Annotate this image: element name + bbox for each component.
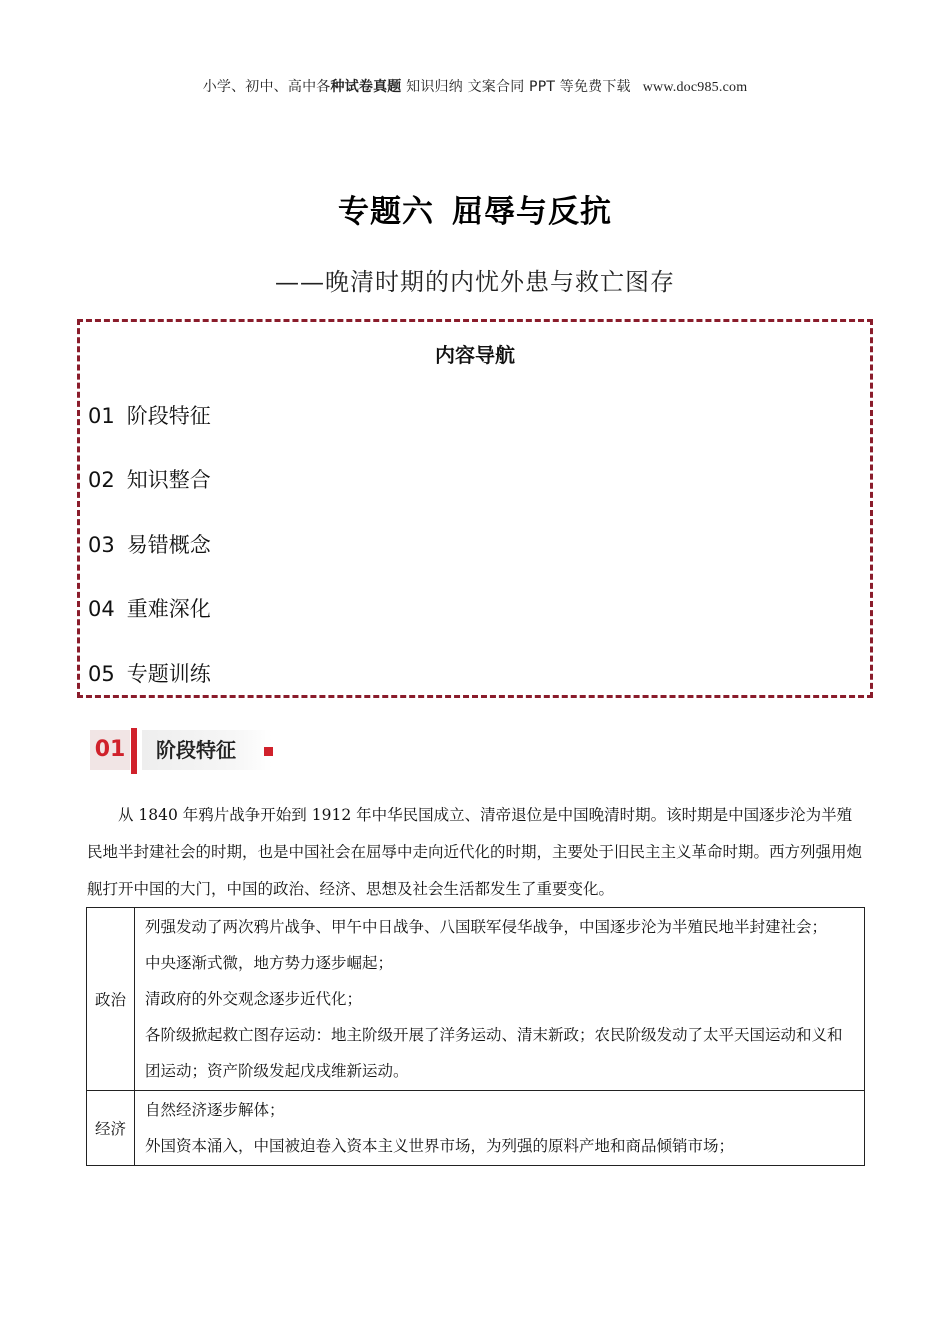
header-text-4: 文案合同 PPT 等免费下载 — [467, 79, 631, 95]
nav-item-label: 易错概念 — [126, 533, 211, 557]
nav-item-topic-training[interactable] — [88, 658, 211, 688]
nav-item-label: 重难深化 — [126, 597, 211, 621]
table-row — [87, 908, 865, 1091]
document-subtitle: ——晚清时期的内忧外患与救亡图存 — [275, 268, 675, 296]
header-text-2: 种试卷真题 — [330, 79, 402, 95]
nav-item-number: 02 — [88, 468, 115, 492]
nav-item-number: 03 — [88, 533, 115, 557]
title-topic-number: 专题六 — [338, 194, 434, 230]
section-label: 阶段特征 — [142, 730, 272, 770]
table-category-economy: 经济 — [87, 1091, 135, 1166]
nav-item-number: 01 — [88, 404, 115, 428]
table-line: 中央逐渐式微，地方势力逐步崛起； — [145, 954, 394, 972]
table-line: 列强发动了两次鸦片战争、甲午中日战争、八国联军侵华战争，中国逐步沦为半殖民地半封建社会； — [145, 918, 828, 936]
table-line: 各阶级掀起救亡图存运动：地主阶级开展了洋务运动、清末新政；农民阶级发动了太平天国运动和义和团运动；资产阶级发起戊戌维新运动。 — [145, 1026, 843, 1080]
intro-paragraph: 从 1840 年鸦片战争开始到 1912 年中华民国成立、清帝退位是中国晚清时期。该时期是中国逐步沦为半殖民地半封建社会的时期，也是中国社会在屈辱中走向近代化的时期，主要处于旧民主主义革命时期。西方列强用炮舰打开中国的大门，中国的政治、经济、思想及社会生活都发生了重要变化。 — [87, 806, 863, 898]
nav-item-knowledge-integration[interactable] — [88, 464, 211, 494]
table-line: 清政府的外交观念逐步近代化； — [145, 990, 363, 1008]
section-heading-stage-features — [90, 728, 275, 774]
header-url-link[interactable]: www.doc985.com — [642, 80, 748, 95]
site-header — [0, 76, 950, 96]
table-line: 自然经济逐步解体； — [145, 1101, 285, 1119]
nav-item-label: 阶段特征 — [126, 404, 211, 428]
content-navigation-box — [77, 319, 873, 698]
section-number: 01 — [90, 730, 130, 770]
nav-item-error-prone-concepts[interactable] — [88, 529, 211, 559]
nav-item-number: 04 — [88, 597, 115, 621]
table-content-cell — [135, 1091, 865, 1166]
table-row — [87, 1091, 865, 1166]
table-content-cell — [135, 908, 865, 1091]
section-accent-bar — [131, 728, 137, 774]
header-text-3: 知识归纳 — [401, 79, 468, 95]
nav-item-stage-features[interactable] — [88, 400, 211, 430]
header-text-1: 小学、初中、高中各 — [202, 79, 331, 95]
table-category-politics: 政治 — [87, 908, 135, 1091]
features-table — [86, 907, 865, 1166]
nav-item-key-difficulties[interactable] — [88, 593, 211, 623]
title-topic-name: 屈辱与反抗 — [452, 194, 612, 230]
nav-item-number: 05 — [88, 662, 115, 686]
navigation-title: 内容导航 — [435, 343, 515, 367]
nav-item-label: 专题训练 — [126, 662, 211, 686]
section-square-marker — [264, 747, 273, 756]
nav-item-label: 知识整合 — [126, 468, 211, 492]
table-line: 外国资本涌入，中国被迫卷入资本主义世界市场，为列强的原料产地和商品倾销市场； — [145, 1137, 735, 1155]
document-title — [0, 186, 950, 231]
